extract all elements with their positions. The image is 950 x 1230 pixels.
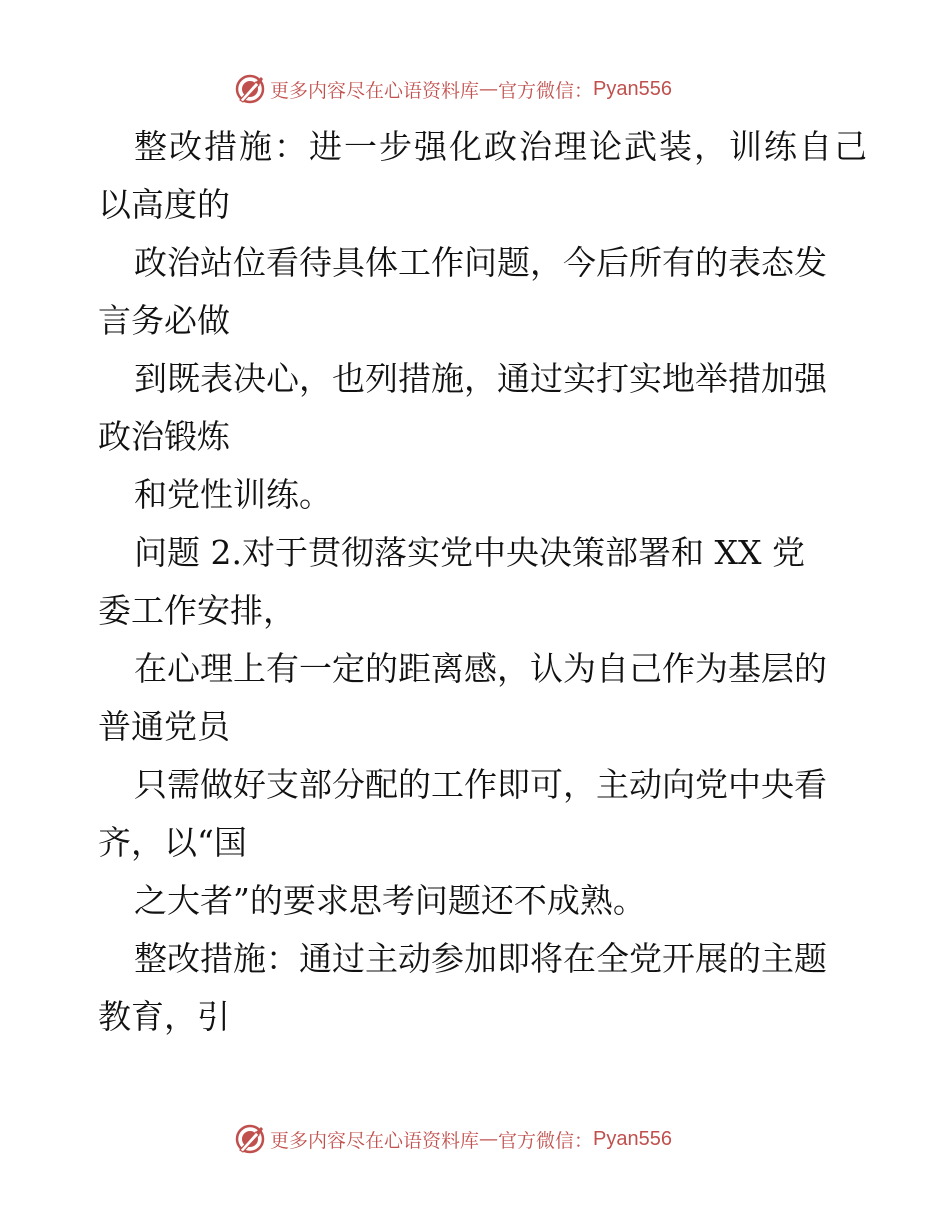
paragraph-wrap-line: 言务必做 <box>98 301 230 340</box>
paragraph-first-line: 整改措施：通过主动参加即将在全党开展的主题 <box>134 939 827 978</box>
paragraph-first-line: 只需做好支部分配的工作即可，主动向党中央看 <box>134 765 827 804</box>
paragraph <box>98 872 858 930</box>
paragraph <box>98 350 858 466</box>
paragraph <box>98 234 858 350</box>
header-banner-wechat-label: 官方微信： <box>498 79 594 102</box>
paragraph-wrap-line: 委工作安排， <box>98 591 296 630</box>
paragraph-wrap-line: 政治锻炼 <box>98 417 230 456</box>
header-banner-wechat-id: Pyan556 <box>593 77 672 100</box>
paragraph-first-line: 和党性训练。 <box>134 475 332 514</box>
paragraph-first-line: 之大者”的要求思考问题还不成熟。 <box>134 881 646 920</box>
header-banner-main: 更多内容尽在心语资料库 <box>270 79 480 102</box>
paragraph-first-line: 在心理上有一定的距离感，认为自己作为基层的 <box>134 649 827 688</box>
footer-banner-separator: — <box>479 1128 499 1150</box>
footer-banner-main: 更多内容尽在心语资料库 <box>270 1129 480 1152</box>
paragraph <box>98 930 858 1046</box>
footer-watermark <box>234 1122 672 1156</box>
paragraph-first-line: 到既表决心，也列措施，通过实打实地举措加强 <box>134 359 827 398</box>
pen-logo-icon <box>234 1123 266 1155</box>
footer-banner-wechat-label: 官方微信： <box>498 1129 594 1152</box>
paragraph-first-line: 政治站位看待具体工作问题，今后所有的表态发 <box>134 243 827 282</box>
paragraph <box>98 466 858 524</box>
paragraph-wrap-line: 以高度的 <box>98 185 230 224</box>
paragraph <box>98 756 858 872</box>
paragraph <box>98 524 858 640</box>
header-banner-separator: — <box>479 78 499 100</box>
document-body <box>98 118 869 1046</box>
paragraph <box>98 640 858 756</box>
footer-banner-wechat-id: Pyan556 <box>593 1127 672 1150</box>
header-watermark <box>234 72 672 106</box>
paragraph-wrap-line: 齐，以“国 <box>98 823 247 862</box>
paragraph-wrap-line: 教育，引 <box>98 997 230 1036</box>
paragraph-first-line: 问题 2.对于贯彻落实党中央决策部署和 XX 党 <box>134 533 805 572</box>
pen-logo-icon <box>234 73 266 105</box>
paragraph <box>98 118 869 234</box>
paragraph-first-line: 整改措施：进一步强化政治理论武装，训练自己 <box>134 127 869 166</box>
paragraph-wrap-line: 普通党员 <box>98 707 230 746</box>
